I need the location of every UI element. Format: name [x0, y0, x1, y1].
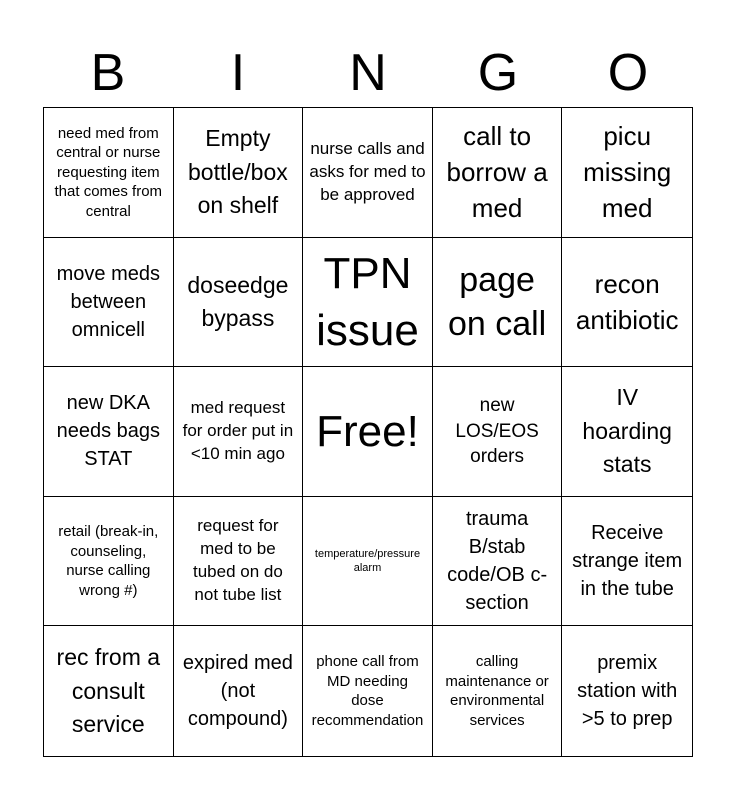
- bingo-cell[interactable]: med request for order put in <10 min ago: [174, 367, 304, 497]
- header-letter-n: N: [349, 44, 387, 102]
- bingo-cell[interactable]: picu missing med: [562, 108, 692, 238]
- bingo-cell[interactable]: calling maintenance or environmental services: [433, 626, 563, 756]
- bingo-cell[interactable]: rec from a consult service: [44, 626, 174, 756]
- bingo-cell[interactable]: temperature/pressure alarm: [303, 497, 433, 627]
- bingo-cell[interactable]: new LOS/EOS orders: [433, 367, 563, 497]
- header-letter-g: G: [477, 44, 519, 102]
- bingo-cell[interactable]: nurse calls and asks for med to be approved: [303, 108, 433, 238]
- bingo-cell[interactable]: call to borrow a med: [433, 108, 563, 238]
- bingo-cell[interactable]: Empty bottle/box on shelf: [174, 108, 304, 238]
- header-letter-b: B: [90, 44, 126, 102]
- bingo-cell[interactable]: new DKA needs bags STAT: [44, 367, 174, 497]
- bingo-cell-free[interactable]: Free!: [303, 367, 433, 497]
- bingo-cell[interactable]: trauma B/stab code/OB c-section: [433, 497, 563, 627]
- header-letter-i: I: [230, 44, 246, 102]
- bingo-cell[interactable]: request for med to be tubed on do not tube list: [174, 497, 304, 627]
- bingo-cell[interactable]: page on call: [433, 238, 563, 368]
- bingo-cell[interactable]: Receive strange item in the tube: [562, 497, 692, 627]
- bingo-cell[interactable]: move meds between omnicell: [44, 238, 174, 368]
- bingo-cell[interactable]: expired med (not compound): [174, 626, 304, 756]
- bingo-header: [43, 38, 693, 108]
- bingo-cell[interactable]: need med from central or nurse requesting item that comes from central: [44, 108, 174, 238]
- bingo-cell[interactable]: retail (break-in, counseling, nurse calling wrong #): [44, 497, 174, 627]
- bingo-cell[interactable]: premix station with >5 to prep: [577, 652, 678, 731]
- bingo-cell[interactable]: TPN issue: [303, 238, 433, 368]
- bingo-board: [43, 107, 693, 757]
- bingo-cell[interactable]: phone call from MD needing dose recommendation: [303, 626, 433, 756]
- bingo-cell[interactable]: recon antibiotic: [562, 238, 692, 368]
- bingo-cell[interactable]: doseedge bypass: [174, 238, 304, 368]
- bingo-cell[interactable]: IV hoarding stats: [562, 367, 692, 497]
- header-letter-o: O: [607, 44, 649, 102]
